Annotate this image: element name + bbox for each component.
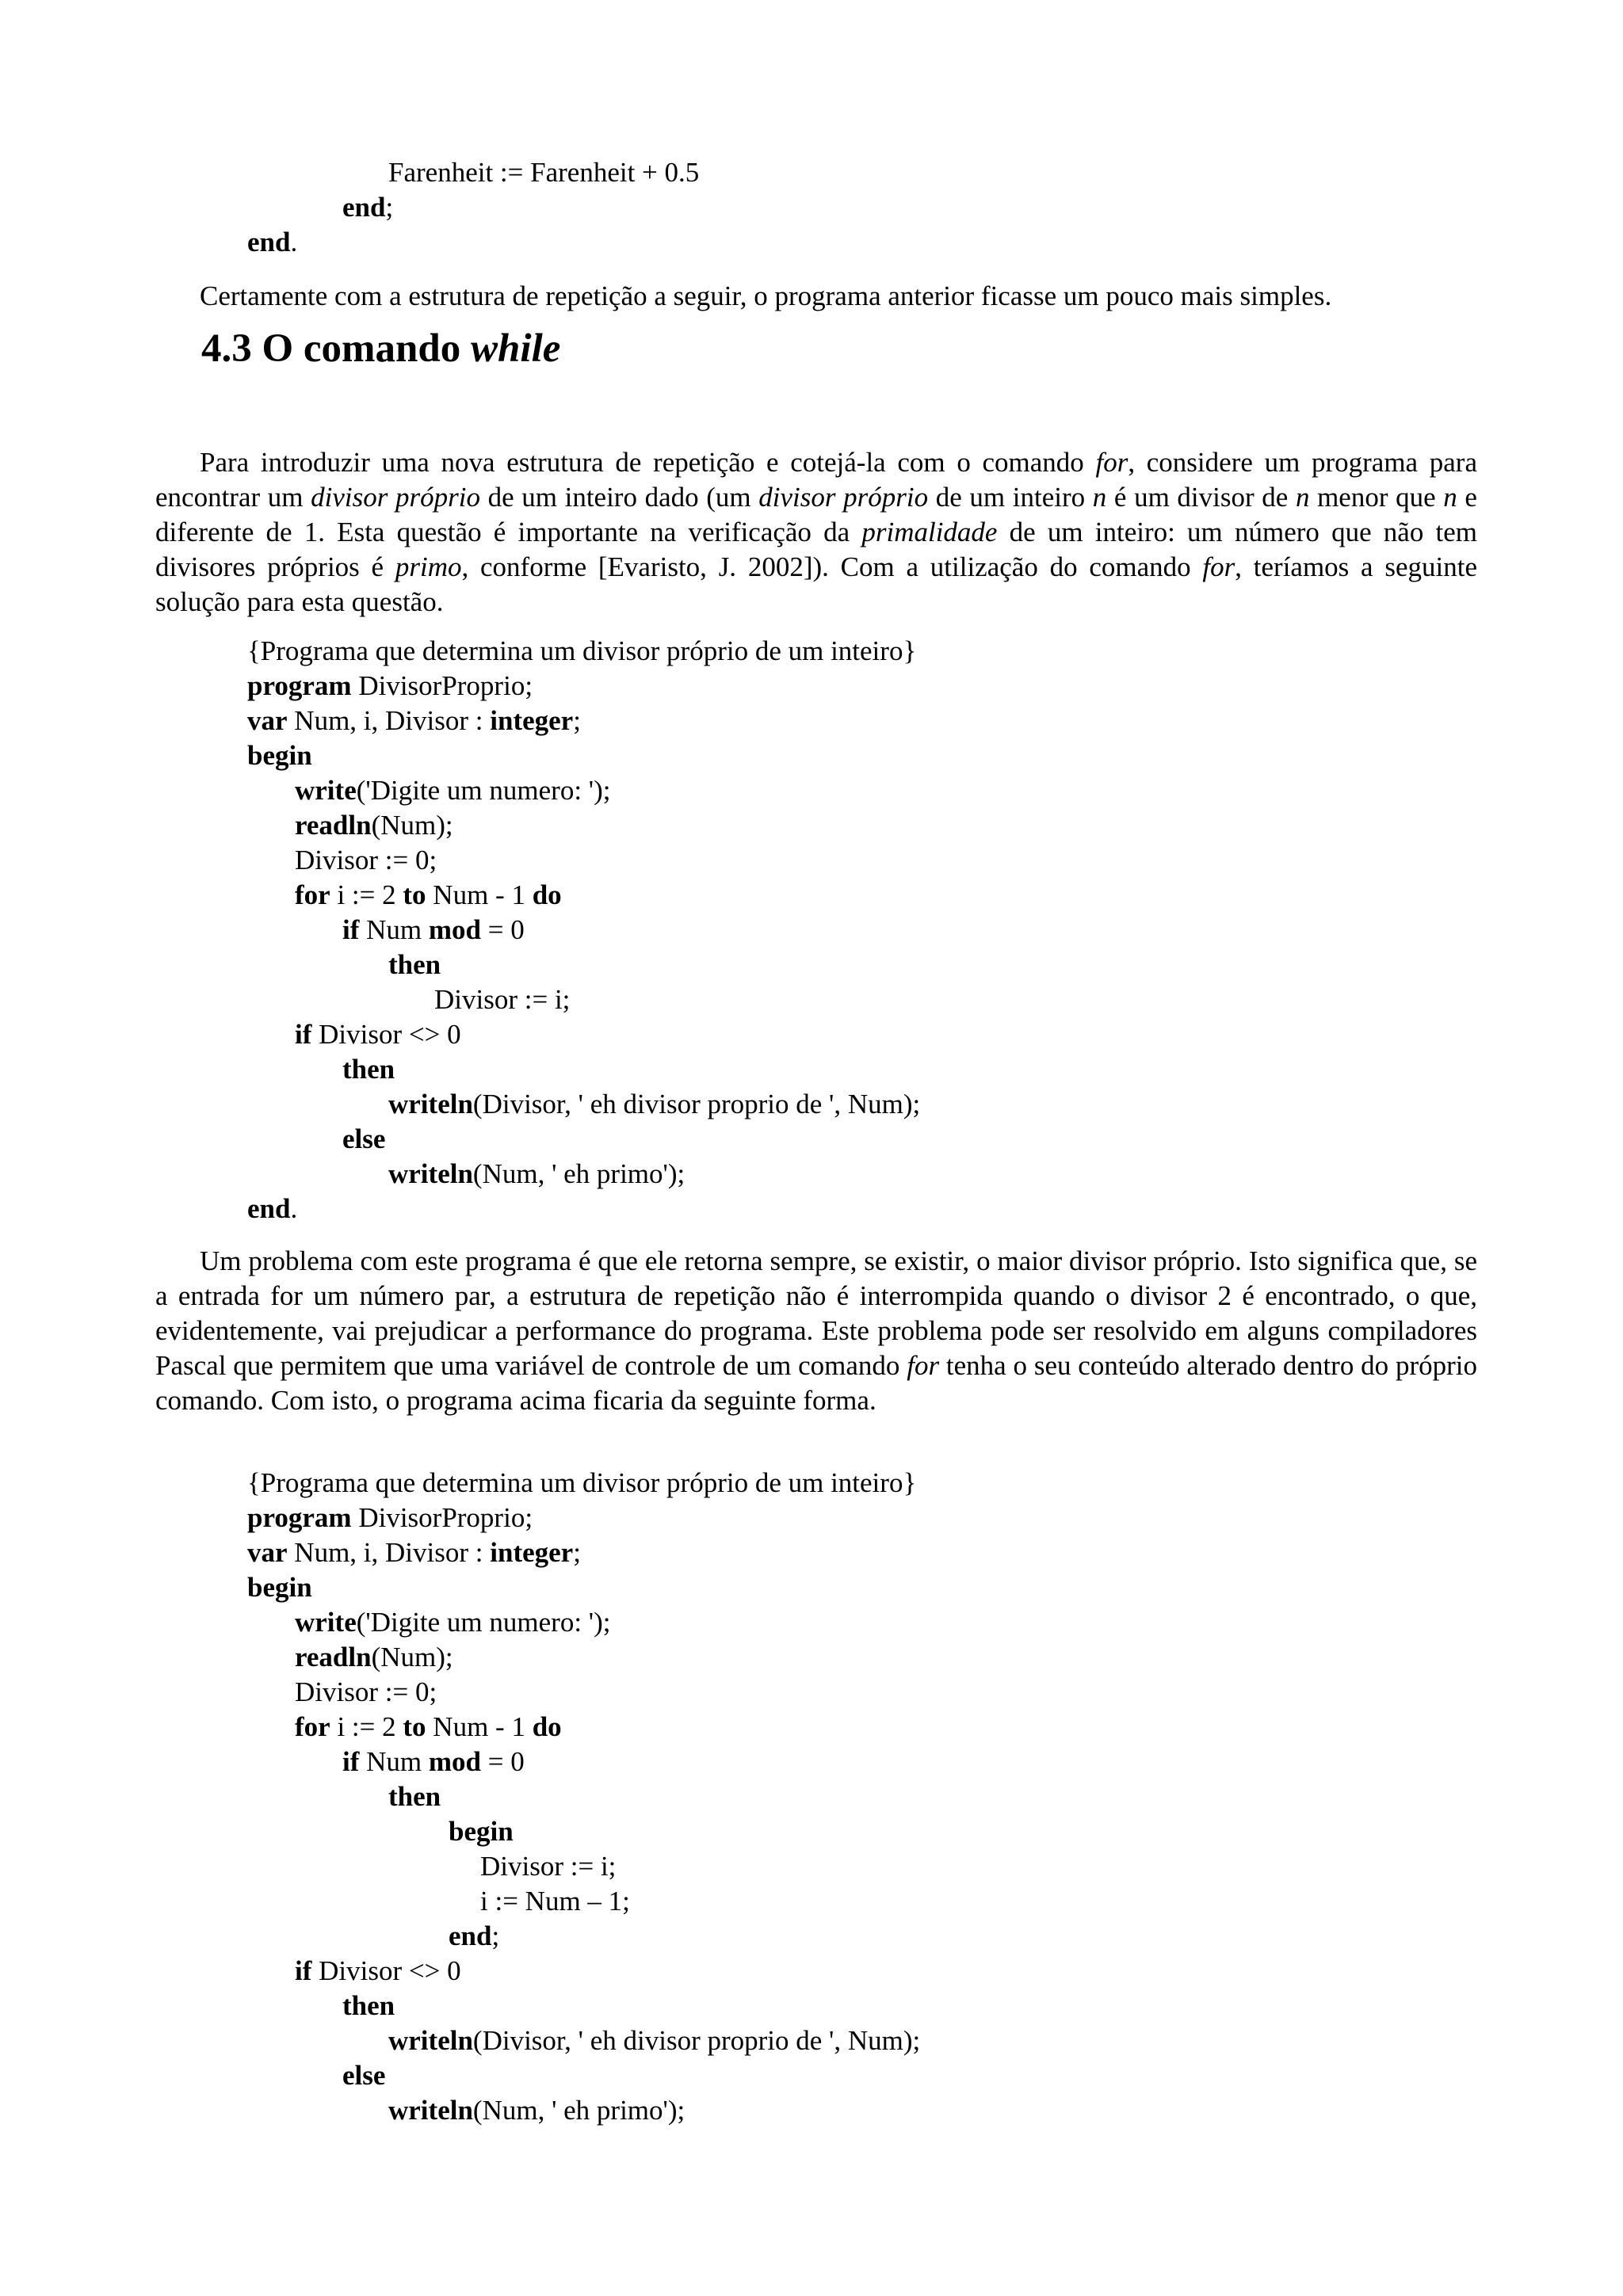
code-keyword: mod <box>428 1746 482 1777</box>
code-text: . <box>290 227 298 257</box>
program-2-line <box>388 2023 920 2058</box>
code-keyword: writeln <box>388 1089 473 1119</box>
program-2-line <box>449 1814 514 1849</box>
code-keyword: to <box>403 1711 426 1742</box>
program-2-line <box>388 1779 441 1814</box>
code-keyword: if <box>342 914 360 945</box>
section-keyword: while <box>471 326 561 371</box>
code-text: Divisor := i; <box>434 984 571 1015</box>
code-text: (Num); <box>371 810 453 841</box>
paragraph-1-segment: de um inteiro <box>928 482 1093 513</box>
program-1-line <box>342 1052 395 1087</box>
code-keyword: if <box>342 1746 360 1777</box>
program-2-line <box>247 1535 581 1570</box>
paragraph-2-segment: Um problema com este programa é que ele retorna sempre, se existir, o maior divisor próprio. Isto significa que, se a entrada for um número par, a estrutura de repetição não é interrompida quando o divisor 2 é encontrado, o que, evidentemente, vai prejudicar a performance do programa. Este problema pode ser resolvido em alguns compiladores Pascal que permitem que uma variável de controle de um comando <box>155 1245 1477 1381</box>
code-keyword: if <box>295 1019 312 1050</box>
section-number: 4.3 O comando <box>201 326 472 371</box>
code-text: DivisorProprio; <box>351 1502 533 1533</box>
program-2-line <box>247 1570 312 1605</box>
code-keyword: then <box>388 1781 441 1812</box>
code-keyword: begin <box>449 1816 514 1847</box>
code-text: ; <box>385 192 394 223</box>
code-keyword: writeln <box>388 1158 473 1189</box>
code-text: (Num, ' eh primo'); <box>472 1158 685 1189</box>
paragraph-1-segment: primo <box>395 551 462 582</box>
code-keyword: else <box>342 2060 386 2091</box>
paragraph-1-segment: divisor próprio <box>311 482 480 513</box>
program-2-line <box>295 1605 610 1640</box>
paragraph-1-segment: e diferente de 1. Esta questão é importante na verificação da <box>155 482 1477 547</box>
code-text: i := 2 <box>330 879 403 910</box>
program-2-line <box>388 2093 685 2128</box>
program-1-line <box>295 843 437 878</box>
code-keyword: for <box>295 879 330 910</box>
code-keyword: begin <box>247 740 312 771</box>
code-keyword: do <box>532 1711 562 1742</box>
code-text: Divisor := i; <box>480 1851 617 1882</box>
code-keyword: var <box>247 705 288 736</box>
code-text: . <box>290 1193 298 1224</box>
code-keyword: var <box>247 1537 288 1568</box>
program-2-line <box>342 1989 395 2023</box>
code-keyword: then <box>342 1990 395 2021</box>
program-1-line <box>388 948 441 982</box>
program-1-line <box>342 1122 385 1157</box>
program-1-line <box>247 738 312 773</box>
code-text: Num - 1 <box>426 879 533 910</box>
program-2-line <box>295 1710 562 1745</box>
paragraph-1-segment: , teríamos a seguinte solução para esta questão. <box>155 551 1477 617</box>
code-keyword: do <box>532 879 562 910</box>
program-1-line <box>295 773 610 808</box>
program-2-line <box>295 1675 437 1710</box>
program-2-line <box>247 1466 916 1501</box>
code-text: ; <box>573 705 581 736</box>
code-text: (Num); <box>371 1642 453 1672</box>
top-code-line <box>388 155 699 190</box>
program-2-line <box>295 1640 453 1675</box>
intro-sentence <box>155 279 1477 314</box>
code-keyword: program <box>247 670 352 701</box>
program-1-line <box>247 634 916 669</box>
code-text: ; <box>573 1537 581 1568</box>
code-keyword: integer <box>490 705 574 736</box>
code-text: (Divisor, ' eh divisor proprio de ', Num); <box>472 1089 921 1119</box>
code-keyword: readln <box>295 1642 372 1672</box>
top-code-line <box>247 225 297 260</box>
code-text: ('Digite um numero: '); <box>356 1607 611 1638</box>
code-text: i := 2 <box>330 1711 403 1742</box>
paragraph-2-segment: tenha o seu conteúdo alterado dentro do próprio comando. Com isto, o programa acima ficaria da seguinte forma. <box>155 1350 1477 1416</box>
code-text: Divisor <> 0 <box>311 1955 461 1986</box>
code-text: (Divisor, ' eh divisor proprio de ', Num); <box>472 2025 921 2056</box>
program-1-line <box>388 1087 920 1122</box>
paragraph-2 <box>155 1244 1477 1418</box>
code-keyword: writeln <box>388 2095 473 2126</box>
code-keyword: write <box>295 1607 357 1638</box>
paragraph-1-segment: for <box>1095 447 1128 478</box>
code-text: {Programa que determina um divisor próprio de um inteiro} <box>247 1467 917 1498</box>
paragraph-1-segment: n <box>1443 482 1457 513</box>
intro-text: Certamente com a estrutura de repetição a seguir, o programa anterior ficasse um pouco mais simples. <box>200 280 1332 311</box>
code-keyword: for <box>295 1711 330 1742</box>
paragraph-1-segment: n <box>1092 482 1107 513</box>
paragraph-1-segment: primalidade <box>861 517 998 547</box>
code-text: ('Digite um numero: '); <box>356 775 611 806</box>
code-keyword: then <box>388 949 441 980</box>
code-keyword: end <box>247 1193 291 1224</box>
program-1-line <box>247 669 533 704</box>
code-keyword: begin <box>247 1572 312 1603</box>
code-keyword: if <box>295 1955 312 1986</box>
program-2-line <box>449 1919 499 1954</box>
code-text: Num, i, Divisor : <box>287 1537 491 1568</box>
code-text: Divisor := 0; <box>295 1676 437 1707</box>
program-2-line <box>480 1884 630 1919</box>
paragraph-1-segment: Para introduzir uma nova estrutura de repetição e cotejá-la com o comando <box>200 447 1096 478</box>
program-2-line <box>480 1849 616 1884</box>
code-keyword: end <box>449 1920 492 1951</box>
code-keyword: write <box>295 775 357 806</box>
paragraph-1-segment: menor que <box>1309 482 1444 513</box>
code-keyword: end <box>342 192 386 223</box>
program-2-line <box>342 1745 525 1779</box>
code-keyword: to <box>403 879 426 910</box>
code-keyword: then <box>342 1054 395 1085</box>
code-text: {Programa que determina um divisor próprio de um inteiro} <box>247 635 917 666</box>
program-2-line <box>247 1501 533 1535</box>
paragraph-1-segment: divisor próprio <box>758 482 929 513</box>
code-text: Divisor := 0; <box>295 845 437 875</box>
code-text: Num <box>359 1746 429 1777</box>
code-text: = 0 <box>481 1746 525 1777</box>
program-1-line <box>247 704 581 738</box>
paragraph-1-segment: de um inteiro: um número que não tem divisores próprios é <box>155 517 1477 582</box>
code-keyword: writeln <box>388 2025 473 2056</box>
code-text: Divisor <> 0 <box>311 1019 461 1050</box>
code-keyword: integer <box>490 1537 574 1568</box>
program-1-line <box>342 913 525 948</box>
code-keyword: else <box>342 1123 386 1154</box>
code-text: DivisorProprio; <box>351 670 533 701</box>
code-text: (Num, ' eh primo'); <box>472 2095 685 2126</box>
code-text: i := Num – 1; <box>480 1886 630 1917</box>
code-text: Farenheit := Farenheit + 0.5 <box>388 157 700 188</box>
code-text: Num, i, Divisor : <box>287 705 491 736</box>
paragraph-2-segment: for <box>907 1350 940 1381</box>
paragraph-1-segment: n <box>1295 482 1310 513</box>
program-1-line <box>247 1192 297 1226</box>
code-keyword: readln <box>295 810 372 841</box>
section-heading <box>201 323 560 374</box>
program-1-line <box>295 1017 461 1052</box>
program-1-line <box>295 878 562 913</box>
code-keyword: program <box>247 1502 352 1533</box>
code-text: Num <box>359 914 429 945</box>
top-code-line <box>342 190 393 225</box>
paragraph-1-segment: de um inteiro dado (um <box>479 482 759 513</box>
paragraph-1-segment: , conforme [Evaristo, J. 2002]). Com a utilização do comando <box>461 551 1203 582</box>
code-text: ; <box>491 1920 500 1951</box>
paragraph-1 <box>155 445 1477 620</box>
program-2-line <box>342 2058 385 2093</box>
code-text: Num - 1 <box>426 1711 533 1742</box>
code-keyword: end <box>247 227 291 257</box>
program-2-line <box>295 1954 461 1989</box>
program-1-line <box>295 808 453 843</box>
code-text: = 0 <box>481 914 525 945</box>
program-1-line <box>388 1157 685 1192</box>
code-keyword: mod <box>428 914 482 945</box>
program-1-line <box>434 982 570 1017</box>
paragraph-1-segment: , considere um programa para encontrar um <box>155 447 1477 513</box>
paragraph-1-segment: for <box>1202 551 1235 582</box>
paragraph-1-segment: é um divisor de <box>1106 482 1296 513</box>
